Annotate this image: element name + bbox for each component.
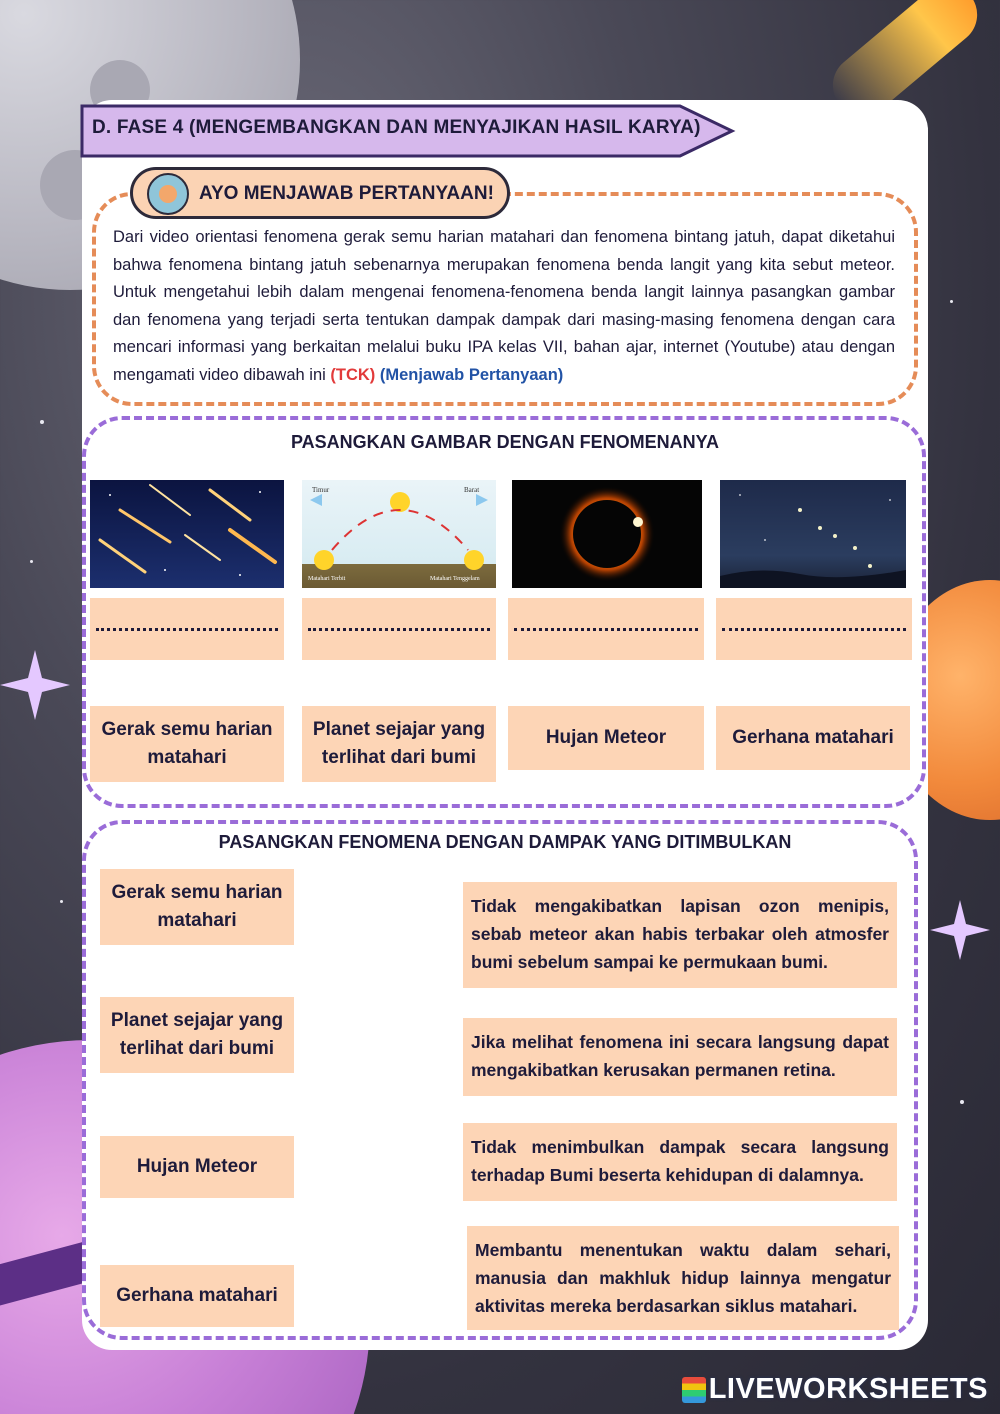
meteor-shower-image [90,480,284,588]
phenomenon-gerhana[interactable]: Gerhana matahari [100,1265,294,1327]
east-label: Timur [312,486,330,494]
west-label: Barat [464,486,480,494]
phenomenon-hujan-meteor[interactable]: Hujan Meteor [100,1136,294,1198]
pill-label: AYO MENJAWAB PERTANYAAN! [199,183,494,204]
answer-dots [514,628,698,631]
header-banner [80,103,736,159]
sun-path-image [302,480,496,588]
answer-dots [722,628,906,631]
answer-slot[interactable] [508,598,704,660]
sunrise-label: Matahari Terbit [308,576,346,582]
match-images-title: PASANGKAN GAMBAR DENGAN FENOMENANYA [290,432,720,452]
option-hujan-meteor[interactable]: Hujan Meteor [508,706,704,770]
planet-alignment-image [720,480,906,588]
answer-slot[interactable] [90,598,284,660]
answer-slot[interactable] [302,598,496,660]
liveworksheets-logo [682,1373,988,1406]
page-title: D. FASE 4 (MENGEMBANGKAN DAN MENYAJIKAN HASIL KARYA) [92,117,701,138]
answer-question-link[interactable]: (Menjawab Pertanyaan) [379,365,564,384]
answer-slot[interactable] [716,598,912,660]
instruction-paragraph [113,224,895,389]
solar-eclipse-image [512,480,702,588]
tck-tag: (TCK) [330,365,376,384]
answer-dots [308,628,490,631]
phenomenon-gerak-semu[interactable]: Gerak semu harian matahari [100,869,294,945]
impact-time[interactable]: Membantu menentukan waktu dalam sehari, manusia dan makhluk hidup lainnya mengatur aktivitas mereka berdasarkan siklus matahari. [467,1226,899,1330]
brand-text: LIVEWORKSHEETS [708,1373,988,1405]
option-planet-sejajar[interactable]: Planet sejajar yang terlihat dari bumi [302,706,496,782]
match-impact-title: PASANGKAN FENOMENA DENGAN DAMPAK YANG DITIMBULKAN [218,832,792,852]
answer-dots [96,628,278,631]
instruction-text: Dari video orientasi fenomena gerak semu harian matahari dan fenomena bintang jatuh, dapat diketahui bahwa fenomena bintang jatuh sebenarnya merupakan fenomena benda langit yang kita sebut meteor. Untuk mengetahui lebih dalam mengenai fenomena-fenomena benda langit lainnya pasangkan gambar dan fenomena yang terjadi serta tentukan dampak dampak dari masing-masing fenomena dengan cara mencari informasi yang berkaitan melalui buku IPA kelas VII, bahan ajar, internet (Youtube) atau dengan mengamati video dibawah ini [113,228,895,384]
sparkle-icon [930,900,990,960]
phenomenon-planet-sejajar[interactable]: Planet sejajar yang terlihat dari bumi [100,997,294,1073]
question-pill [130,167,510,219]
liveworksheets-logo-icon [682,1377,706,1403]
impact-retina[interactable]: Jika melihat fenomena ini secara langsung dapat mengakibatkan kerusakan permanen retina. [463,1018,897,1096]
impact-none[interactable]: Tidak menimbulkan dampak secara langsung terhadap Bumi beserta kehidupan di dalamnya. [463,1123,897,1201]
sparkle-icon [0,650,70,720]
student-icon [147,173,189,215]
option-gerak-semu[interactable]: Gerak semu harian matahari [90,706,284,782]
sunset-label: Matahari Tenggelam [430,576,480,582]
impact-ozone[interactable]: Tidak mengakibatkan lapisan ozon menipis, sebab meteor akan habis terbakar oleh atmosfer bumi sebelum sampai ke permukaan bumi. [463,882,897,988]
option-gerhana[interactable]: Gerhana matahari [716,706,910,770]
